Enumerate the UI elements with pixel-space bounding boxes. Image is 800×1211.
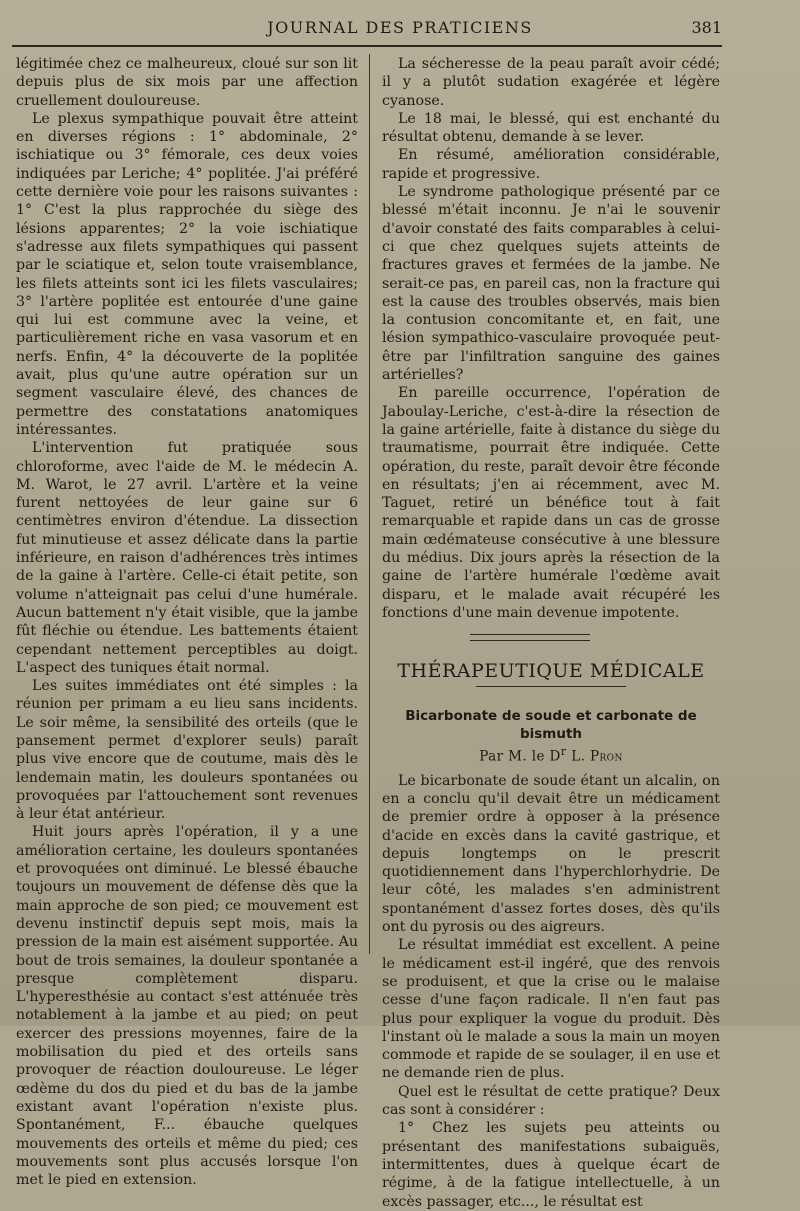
- paragraph: Le résultat immédiat est excellent. A peine le médicament est-il ingéré, que des renvois se produisent, et que la crise ou le malaise cesse d'une façon radicale. Il n'en faut pas plus pour expliquer la vogue du produit. Dès l'instant où le malade a sous la main un moyen commode et rapide de se soulager, il en use et ne demande rien de plus.: [382, 937, 720, 1082]
- paragraph: En pareille occurrence, l'opération de Jaboulay-Leriche, c'est-à-dire la résection de la gaine artérielle, faite à distance du siège du traumatisme, pourrait être indiquée. Cette opération, du reste, paraît devoir être féconde en résultats; j'en ai récemment, avec M. Taguet, retiré un bénéfice tout à fait remarquable et rapide dans un cas de grosse main œdémateuse consécutive à une blessure du médius. Dix jours après la résection de la gaine de l'artère humérale l'œdème avait disparu, et le malade avait récupéré les fonctions d'une main devenue impotente.: [382, 385, 720, 621]
- paragraph: Le plexus sympathique pouvait être atteint en diverses régions : 1° abdominale, 2° ischiatique ou 3° fémorale, ces deux voies indiquées par Leriche; 4° poplitée. J'ai préféré cette dernière voie pour les raisons suivantes : 1° C'est la plus rapprochée du siège des lésions apparentes; 2° la voie ischiatique s'adresse aux filets sympathiques qui passent par le sciatique et, selon toute vraisemblance, les filets atteints sont ici les filets vasculaires; 3° l'artère poplitée est entourée d'une gaine qui lui est commune avec la veine, et particulièrement riche en vasa vasorum et en nerfs. Enfin, 4° la découverte de la poplitée avait, plus qu'une autre opération sur un segment vasculaire élevé, des chances de permettre des constatations anatomiques intéressantes.: [16, 110, 358, 438]
- header-rule: [12, 45, 722, 47]
- page-header: [0, 14, 800, 44]
- section-underline: [476, 686, 626, 687]
- paragraph: Le 18 mai, le blessé, qui est enchanté du résultat obtenu, demande à se lever.: [382, 110, 720, 146]
- byline: [382, 743, 720, 766]
- paragraph: Huit jours après l'opération, il y a une amélioration certaine, les douleurs spontanées et provoquées ont diminué. Le blessé ébauche toujours un mouvement de défense dès que la main approche de son pied; ce mouvement est devenu instinctif depuis sept mois, mais la pression de la main est aisément supportée. Au bout de trois semaines, la douleur spontanée a presque complètement disparu. L'hyperesthésie au contact s'est atténuée très notablement à la jambe et au pied; on peut exercer des pressions moyennes, faire de la mobilisation du pied et des orteils sans provoquer de réaction douloureuse. Le léger œdème du dos du pied et du bas de la jambe existant avant l'opération n'existe plus. Spontanément, F... ébauche quelques mouvements des orteils et même du pied; ces mouvements sont plus accusés lorsque l'on met le pied en extension.: [16, 824, 358, 1189]
- byline-author: L. Pron: [566, 748, 623, 765]
- byline-prefix: Par M. le D: [479, 748, 561, 765]
- paragraph: Le bicarbonate de soude étant un alcalin, on en a conclu qu'il devait être un médicament de premier ordre à opposer à la présence d'acide en excès dans la cavité gastrique, et depuis longtemps on le prescrit quotidiennement dans l'hyperchlorhydrie. De leur côté, les malades s'en administrent spontanément d'assez fortes doses, dès qu'ils ont du pyrosis ou des aigreurs.: [382, 772, 720, 936]
- article-title: Bicarbonate de soude et carbonate de bismuth: [405, 708, 697, 743]
- paragraph: Les suites immédiates ont été simples : la réunion per primam a eu lieu sans incidents. Le soir même, la sensibilité des orteils (que le pansement permet d'explorer seuls) paraît plus vive encore que de coutume, mais dès le lendemain matin, les douleurs spontanées ou provoquées par l'attouchement sont revenues à leur état antérieur.: [16, 678, 358, 823]
- paragraph: 1° Chez les sujets peu atteints ou présentant des manifestations subaiguës, intermittentes, dues à quelque écart de régime, à de la fatigue intellectuelle, à un excès passager, etc..., le résultat est: [382, 1120, 720, 1210]
- right-column: [382, 55, 720, 1211]
- paragraph: Quel est le résultat de cette pratique? Deux cas sont à considérer :: [382, 1083, 720, 1119]
- paragraph: L'intervention fut pratiquée sous chloroforme, avec l'aide de M. le médecin A. M. Warot, le 27 avril. L'artère et la veine furent nettoyées de leur gaine sur 6 centimètres environ d'étendue. La dissection fut minutieuse et assez délicate dans la partie inférieure, en raison d'adhérences très intimes de la gaine à l'artère. Celle-ci était petite, son volume n'atteignait pas celui d'une humérale. Aucun battement n'y était visible, que la jambe fût fléchie ou étendue. Les battements étaient cependant nettement perceptibles au doigt. L'aspect des tuniques était normal.: [16, 440, 358, 676]
- page-number: 381: [691, 18, 722, 37]
- section-separator: [470, 634, 590, 641]
- paragraph: En résumé, amélioration considérable, rapide et progressive.: [382, 147, 720, 182]
- left-column: [16, 55, 358, 1189]
- byline-superscript: r: [560, 745, 567, 759]
- section-title: THÉRAPEUTIQUE MÉDICALE: [397, 660, 705, 683]
- paragraph: Le syndrome pathologique présenté par ce blessé m'était inconnu. Je n'ai le souvenir d'avoir constaté des faits comparables à celui-ci que chez quelques sujets atteints de fractures graves et fermées de la jambe. Ne serait-ce pas, en pareil cas, non la fracture qui est la cause des troubles observés, mais bien la contusion concomitante et, en fait, une lésion sympathico-vasculaire provoquée peut-être par l'infiltration sanguine des gaines artérielles?: [382, 184, 720, 384]
- column-divider: [369, 54, 370, 954]
- running-title: JOURNAL DES PRATICIENS: [267, 18, 533, 37]
- paragraph: légitimée chez ce malheureux, cloué sur son lit depuis plus de six mois par une affection cruellement douloureuse.: [16, 56, 358, 109]
- paragraph: La sécheresse de la peau paraît avoir cédé; il y a plutôt sudation exagérée et légère cyanose.: [382, 56, 720, 109]
